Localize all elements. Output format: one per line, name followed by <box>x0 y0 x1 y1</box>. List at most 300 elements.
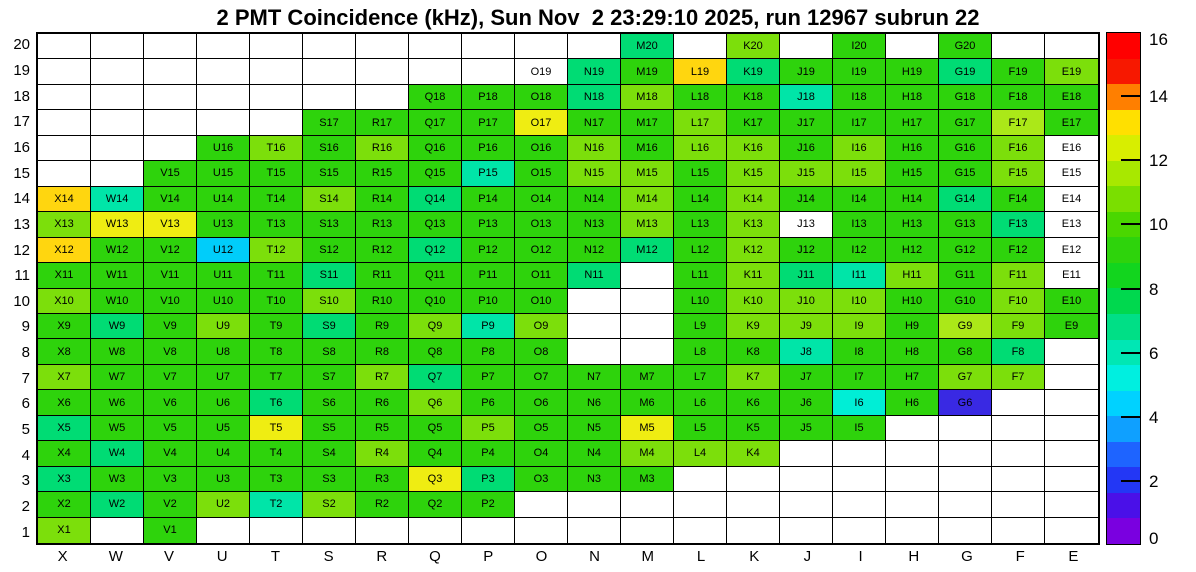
heatmap-cell-empty <box>780 492 833 517</box>
heatmap-cell-empty <box>886 518 939 543</box>
heatmap-cell-X1: X1 <box>38 518 91 543</box>
heatmap-cell-E11: E11 <box>1045 263 1098 288</box>
heatmap-cell-X9: X9 <box>38 314 91 339</box>
heatmap-cell-G11: G11 <box>939 263 992 288</box>
x-axis-label: J <box>803 548 812 565</box>
x-axis-label: U <box>216 548 228 565</box>
heatmap-cell-I15: I15 <box>833 161 886 186</box>
heatmap-cell-J15: J15 <box>780 161 833 186</box>
heatmap-cell-K6: K6 <box>727 390 780 415</box>
colorbar-band <box>1107 442 1140 468</box>
heatmap-cell-F12: F12 <box>992 238 1045 263</box>
heatmap-cell-T16: T16 <box>250 136 303 161</box>
heatmap-cell-H19: H19 <box>886 59 939 84</box>
heatmap-cell-empty <box>144 59 197 84</box>
heatmap-cell-empty <box>568 339 621 364</box>
heatmap-cell-W4: W4 <box>91 441 144 466</box>
heatmap-cell-G14: G14 <box>939 187 992 212</box>
heatmap-cell-R13: R13 <box>356 212 409 237</box>
heatmap-cell-empty <box>91 518 144 543</box>
heatmap-cell-empty <box>250 59 303 84</box>
heatmap-cell-O7: O7 <box>515 365 568 390</box>
heatmap-cell-W2: W2 <box>91 492 144 517</box>
heatmap-cell-L4: L4 <box>674 441 727 466</box>
heatmap-cell-Q18: Q18 <box>409 85 462 110</box>
heatmap-cell-M18: M18 <box>621 85 674 110</box>
heatmap-cell-V14: V14 <box>144 187 197 212</box>
heatmap-cell-P11: P11 <box>462 263 515 288</box>
heatmap-cell-N7: N7 <box>568 365 621 390</box>
colorbar-tick-label: 6 <box>1149 343 1159 363</box>
colorbar-band <box>1107 288 1140 314</box>
heatmap-cell-Q10: Q10 <box>409 289 462 314</box>
heatmap-cell-O17: O17 <box>515 110 568 135</box>
heatmap-cell-empty <box>1045 416 1098 441</box>
heatmap-cell-T15: T15 <box>250 161 303 186</box>
heatmap-cell-E12: E12 <box>1045 238 1098 263</box>
heatmap-cell-T10: T10 <box>250 289 303 314</box>
heatmap-cell-empty <box>727 467 780 492</box>
heatmap-cell-empty <box>409 59 462 84</box>
heatmap-cell-empty <box>197 85 250 110</box>
heatmap-cell-empty <box>621 492 674 517</box>
y-axis-label: 4 <box>21 446 30 464</box>
heatmap-cell-U3: U3 <box>197 467 250 492</box>
colorbar-tick-label: 4 <box>1149 407 1159 427</box>
heatmap-cell-empty <box>621 289 674 314</box>
heatmap-cell-V15: V15 <box>144 161 197 186</box>
heatmap-cell-L16: L16 <box>674 136 727 161</box>
heatmap-cell-P18: P18 <box>462 85 515 110</box>
heatmap-cell-L17: L17 <box>674 110 727 135</box>
heatmap-cell-empty <box>250 110 303 135</box>
heatmap-cell-empty <box>674 467 727 492</box>
heatmap-cell-I10: I10 <box>833 289 886 314</box>
heatmap-cell-R11: R11 <box>356 263 409 288</box>
heatmap-cell-V3: V3 <box>144 467 197 492</box>
colorbar-tick <box>1121 223 1141 225</box>
heatmap-cell-U11: U11 <box>197 263 250 288</box>
heatmap-cell-U12: U12 <box>197 238 250 263</box>
heatmap-cell-M6: M6 <box>621 390 674 415</box>
heatmap-cell-S10: S10 <box>303 289 356 314</box>
heatmap-cell-X13: X13 <box>38 212 91 237</box>
colorbar-band <box>1107 416 1140 442</box>
heatmap-cell-O3: O3 <box>515 467 568 492</box>
heatmap-cell-K12: K12 <box>727 238 780 263</box>
heatmap-cell-L9: L9 <box>674 314 727 339</box>
heatmap-cell-empty <box>409 518 462 543</box>
x-axis-label: T <box>270 548 280 565</box>
y-axis-label: 7 <box>21 369 30 387</box>
heatmap-cell-empty <box>409 34 462 59</box>
heatmap-cell-O19: O19 <box>515 59 568 84</box>
heatmap-cell-K4: K4 <box>727 441 780 466</box>
heatmap-cell-J18: J18 <box>780 85 833 110</box>
heatmap-cell-empty <box>1045 365 1098 390</box>
heatmap-cell-W5: W5 <box>91 416 144 441</box>
heatmap-cell-V10: V10 <box>144 289 197 314</box>
heatmap-cell-empty <box>91 161 144 186</box>
heatmap-cell-empty <box>91 85 144 110</box>
heatmap-cell-empty <box>992 518 1045 543</box>
heatmap-cell-empty <box>356 59 409 84</box>
heatmap-cell-M20: M20 <box>621 34 674 59</box>
heatmap-cell-empty <box>38 34 91 59</box>
x-axis-label: X <box>57 548 68 565</box>
heatmap-cell-W12: W12 <box>91 238 144 263</box>
heatmap-cell-K14: K14 <box>727 187 780 212</box>
heatmap-cell-R16: R16 <box>356 136 409 161</box>
y-axis-label: 18 <box>13 87 30 105</box>
heatmap-cell-I11: I11 <box>833 263 886 288</box>
heatmap-cell-K19: K19 <box>727 59 780 84</box>
heatmap-cell-E13: E13 <box>1045 212 1098 237</box>
heatmap-cell-empty <box>1045 518 1098 543</box>
heatmap-cell-U6: U6 <box>197 390 250 415</box>
heatmap-cell-W6: W6 <box>91 390 144 415</box>
heatmap-cell-empty <box>886 492 939 517</box>
heatmap-cell-N19: N19 <box>568 59 621 84</box>
heatmap-cell-G19: G19 <box>939 59 992 84</box>
heatmap-cell-U16: U16 <box>197 136 250 161</box>
heatmap-cell-empty <box>144 85 197 110</box>
heatmap-cell-X11: X11 <box>38 263 91 288</box>
heatmap-cell-K18: K18 <box>727 85 780 110</box>
heatmap-cell-S5: S5 <box>303 416 356 441</box>
heatmap-cell-Q12: Q12 <box>409 238 462 263</box>
heatmap-cell-T6: T6 <box>250 390 303 415</box>
heatmap-cell-empty <box>674 34 727 59</box>
heatmap-cell-O10: O10 <box>515 289 568 314</box>
heatmap-cell-X5: X5 <box>38 416 91 441</box>
heatmap-cell-M14: M14 <box>621 187 674 212</box>
x-axis-label: I <box>858 548 863 565</box>
heatmap-cell-empty <box>303 34 356 59</box>
heatmap-cell-X10: X10 <box>38 289 91 314</box>
heatmap-cell-W7: W7 <box>91 365 144 390</box>
heatmap-cell-O4: O4 <box>515 441 568 466</box>
heatmap-cell-empty <box>144 110 197 135</box>
heatmap-cell-U13: U13 <box>197 212 250 237</box>
heatmap-cell-W3: W3 <box>91 467 144 492</box>
heatmap-cell-empty <box>674 492 727 517</box>
heatmap-cell-S14: S14 <box>303 187 356 212</box>
heatmap-cell-empty <box>303 518 356 543</box>
heatmap-cell-V11: V11 <box>144 263 197 288</box>
heatmap-cell-empty <box>568 34 621 59</box>
heatmap-cell-H10: H10 <box>886 289 939 314</box>
heatmap-cell-J8: J8 <box>780 339 833 364</box>
heatmap-cell-P8: P8 <box>462 339 515 364</box>
heatmap-cell-H17: H17 <box>886 110 939 135</box>
heatmap-cell-P4: P4 <box>462 441 515 466</box>
colorbar-band <box>1107 263 1140 289</box>
y-axis-label: 6 <box>21 395 30 413</box>
heatmap-cell-empty <box>462 34 515 59</box>
heatmap-cell-O11: O11 <box>515 263 568 288</box>
heatmap-cell-U15: U15 <box>197 161 250 186</box>
y-axis-label: 8 <box>21 344 30 362</box>
heatmap-cell-Q7: Q7 <box>409 365 462 390</box>
heatmap-cell-R14: R14 <box>356 187 409 212</box>
colorbar-tick-label: 12 <box>1149 151 1168 171</box>
heatmap-cell-empty <box>91 136 144 161</box>
heatmap-cell-S9: S9 <box>303 314 356 339</box>
heatmap-cell-empty <box>144 34 197 59</box>
heatmap-cell-P7: P7 <box>462 365 515 390</box>
heatmap-cell-R3: R3 <box>356 467 409 492</box>
heatmap-cell-R12: R12 <box>356 238 409 263</box>
heatmap-cell-H13: H13 <box>886 212 939 237</box>
heatmap-cell-J17: J17 <box>780 110 833 135</box>
heatmap-cell-T5: T5 <box>250 416 303 441</box>
y-axis-label: 19 <box>13 61 30 79</box>
heatmap-cell-I5: I5 <box>833 416 886 441</box>
heatmap-cell-J11: J11 <box>780 263 833 288</box>
heatmap-cell-W8: W8 <box>91 339 144 364</box>
heatmap-cell-empty <box>939 467 992 492</box>
heatmap-cell-N4: N4 <box>568 441 621 466</box>
heatmap-cell-X8: X8 <box>38 339 91 364</box>
colorbar-tick <box>1121 352 1141 354</box>
y-axis-label: 13 <box>13 215 30 233</box>
heatmap-cell-S6: S6 <box>303 390 356 415</box>
colorbar-tick <box>1121 95 1141 97</box>
y-axis-label: 9 <box>21 318 30 336</box>
heatmap-cell-W13: W13 <box>91 212 144 237</box>
heatmap-cell-M17: M17 <box>621 110 674 135</box>
heatmap-cell-S13: S13 <box>303 212 356 237</box>
heatmap-cell-S4: S4 <box>303 441 356 466</box>
heatmap-cell-empty <box>886 416 939 441</box>
heatmap-cell-W11: W11 <box>91 263 144 288</box>
heatmap-cell-R15: R15 <box>356 161 409 186</box>
heatmap-cell-empty <box>568 314 621 339</box>
colorbar-band <box>1107 365 1140 391</box>
heatmap-cell-Q3: Q3 <box>409 467 462 492</box>
heatmap-cell-H16: H16 <box>886 136 939 161</box>
heatmap-cell-empty <box>356 85 409 110</box>
heatmap-cell-M16: M16 <box>621 136 674 161</box>
heatmap-cell-G7: G7 <box>939 365 992 390</box>
heatmap-cell-empty <box>38 161 91 186</box>
heatmap-cell-empty <box>1045 492 1098 517</box>
heatmap-cell-H11: H11 <box>886 263 939 288</box>
heatmap-cell-X2: X2 <box>38 492 91 517</box>
heatmap-cell-F9: F9 <box>992 314 1045 339</box>
heatmap-cell-E9: E9 <box>1045 314 1098 339</box>
heatmap-cell-empty <box>780 518 833 543</box>
heatmap-cell-empty <box>886 34 939 59</box>
x-axis-label: P <box>483 548 494 565</box>
x-axis-label: K <box>749 548 760 565</box>
heatmap-cell-empty <box>780 441 833 466</box>
heatmap-cell-R10: R10 <box>356 289 409 314</box>
heatmap-cell-F16: F16 <box>992 136 1045 161</box>
heatmap-cell-N15: N15 <box>568 161 621 186</box>
heatmap-cell-L14: L14 <box>674 187 727 212</box>
heatmap-cell-T14: T14 <box>250 187 303 212</box>
heatmap-cell-K16: K16 <box>727 136 780 161</box>
heatmap-cell-H6: H6 <box>886 390 939 415</box>
heatmap-cell-Q11: Q11 <box>409 263 462 288</box>
colorbar-tick-label: 14 <box>1149 87 1168 107</box>
heatmap-cell-U5: U5 <box>197 416 250 441</box>
heatmap-cell-empty <box>674 518 727 543</box>
heatmap-cell-O18: O18 <box>515 85 568 110</box>
heatmap-cell-P13: P13 <box>462 212 515 237</box>
heatmap-cell-R5: R5 <box>356 416 409 441</box>
heatmap-cell-I16: I16 <box>833 136 886 161</box>
y-axis-label: 14 <box>13 190 30 208</box>
heatmap-cell-R8: R8 <box>356 339 409 364</box>
heatmap-cell-Q9: Q9 <box>409 314 462 339</box>
heatmap-cell-S12: S12 <box>303 238 356 263</box>
x-axis-label: H <box>908 548 920 565</box>
heatmap-cell-G17: G17 <box>939 110 992 135</box>
heatmap-cell-E14: E14 <box>1045 187 1098 212</box>
heatmap-cell-N3: N3 <box>568 467 621 492</box>
heatmap-cell-I19: I19 <box>833 59 886 84</box>
colorbar-tick-label: 2 <box>1149 471 1159 491</box>
heatmap-cell-empty <box>992 441 1045 466</box>
x-axis-label: E <box>1068 548 1079 565</box>
heatmap-cell-F14: F14 <box>992 187 1045 212</box>
colorbar-tick-label: 10 <box>1149 215 1168 235</box>
heatmap-cell-K9: K9 <box>727 314 780 339</box>
heatmap-cell-empty <box>621 314 674 339</box>
heatmap-cell-I8: I8 <box>833 339 886 364</box>
heatmap-cell-E17: E17 <box>1045 110 1098 135</box>
heatmap-cell-N18: N18 <box>568 85 621 110</box>
heatmap-cell-G16: G16 <box>939 136 992 161</box>
y-axis <box>0 32 30 545</box>
x-axis-label: G <box>961 548 973 565</box>
heatmap-cell-empty <box>727 492 780 517</box>
heatmap-cell-L10: L10 <box>674 289 727 314</box>
y-axis-label: 17 <box>13 113 30 131</box>
colorbar-tick-label: 8 <box>1149 279 1159 299</box>
heatmap-cell-G10: G10 <box>939 289 992 314</box>
heatmap-cell-O12: O12 <box>515 238 568 263</box>
heatmap-cell-N17: N17 <box>568 110 621 135</box>
heatmap-cell-I14: I14 <box>833 187 886 212</box>
colorbar-tick <box>1121 416 1141 418</box>
heatmap-cell-empty <box>356 34 409 59</box>
chart-title: 2 PMT Coincidence (kHz), Sun Nov 2 23:29:10 2025, run 12967 subrun 22 <box>216 5 980 30</box>
heatmap-cell-F7: F7 <box>992 365 1045 390</box>
heatmap-cell-empty <box>939 441 992 466</box>
heatmap-cell-N14: N14 <box>568 187 621 212</box>
heatmap-cell-K11: K11 <box>727 263 780 288</box>
heatmap-cell-R7: R7 <box>356 365 409 390</box>
heatmap-cell-empty <box>833 518 886 543</box>
heatmap-cell-T13: T13 <box>250 212 303 237</box>
heatmap-cell-S3: S3 <box>303 467 356 492</box>
heatmap-cell-J5: J5 <box>780 416 833 441</box>
heatmap-cell-I20: I20 <box>833 34 886 59</box>
heatmap-cell-Q4: Q4 <box>409 441 462 466</box>
y-axis-label: 1 <box>21 523 30 541</box>
heatmap-cell-empty <box>621 263 674 288</box>
heatmap-cell-H9: H9 <box>886 314 939 339</box>
x-axis-label: S <box>323 548 334 565</box>
x-axis-label: N <box>589 548 601 565</box>
heatmap-cell-empty <box>992 390 1045 415</box>
heatmap-cell-Q17: Q17 <box>409 110 462 135</box>
heatmap-cell-V13: V13 <box>144 212 197 237</box>
heatmap-cell-N5: N5 <box>568 416 621 441</box>
heatmap-cell-L7: L7 <box>674 365 727 390</box>
heatmap-cell-empty <box>250 34 303 59</box>
heatmap-cell-E15: E15 <box>1045 161 1098 186</box>
heatmap-cell-G9: G9 <box>939 314 992 339</box>
heatmap-cell-H18: H18 <box>886 85 939 110</box>
heatmap-cell-E18: E18 <box>1045 85 1098 110</box>
heatmap-cell-X14: X14 <box>38 187 91 212</box>
y-axis-label: 2 <box>21 498 30 516</box>
heatmap-cell-E16: E16 <box>1045 136 1098 161</box>
heatmap-cell-empty <box>939 416 992 441</box>
heatmap-cell-P16: P16 <box>462 136 515 161</box>
y-axis-label: 5 <box>21 421 30 439</box>
heatmap-cell-empty <box>197 34 250 59</box>
heatmap-cell-empty <box>1045 390 1098 415</box>
heatmap-cell-S8: S8 <box>303 339 356 364</box>
heatmap-cell-empty <box>197 110 250 135</box>
heatmap-cell-empty <box>621 518 674 543</box>
heatmap-cell-empty <box>939 492 992 517</box>
x-axis-label: Q <box>429 548 441 565</box>
heatmap-cell-empty <box>38 85 91 110</box>
heatmap-cell-empty <box>515 492 568 517</box>
heatmap-cell-empty <box>462 59 515 84</box>
heatmap-cell-J12: J12 <box>780 238 833 263</box>
heatmap-cell-X4: X4 <box>38 441 91 466</box>
x-axis-label: V <box>163 548 174 565</box>
heatmap-cell-U9: U9 <box>197 314 250 339</box>
heatmap-cell-empty <box>833 467 886 492</box>
heatmap-cell-P6: P6 <box>462 390 515 415</box>
heatmap-cell-empty <box>303 59 356 84</box>
heatmap-cell-Q15: Q15 <box>409 161 462 186</box>
heatmap-cell-H14: H14 <box>886 187 939 212</box>
heatmap-cell-empty <box>38 59 91 84</box>
heatmap-cell-empty <box>992 416 1045 441</box>
heatmap-cell-empty <box>1045 467 1098 492</box>
heatmap-cell-V8: V8 <box>144 339 197 364</box>
heatmap-cell-empty <box>91 110 144 135</box>
heatmap-cell-empty <box>568 518 621 543</box>
heatmap-cell-W14: W14 <box>91 187 144 212</box>
colorbar-band <box>1107 314 1140 340</box>
heatmap-cell-J7: J7 <box>780 365 833 390</box>
heatmap-cell-T9: T9 <box>250 314 303 339</box>
heatmap-cell-S16: S16 <box>303 136 356 161</box>
heatmap-cell-T7: T7 <box>250 365 303 390</box>
heatmap-cell-Q13: Q13 <box>409 212 462 237</box>
x-axis-label: F <box>1015 548 1025 565</box>
heatmap-cell-V1: V1 <box>144 518 197 543</box>
heatmap-cell-empty <box>250 85 303 110</box>
heatmap-cell-X3: X3 <box>38 467 91 492</box>
heatmap-cell-T8: T8 <box>250 339 303 364</box>
colorbar-tick <box>1121 480 1141 482</box>
heatmap-cell-L15: L15 <box>674 161 727 186</box>
heatmap-cell-F10: F10 <box>992 289 1045 314</box>
heatmap-cell-L12: L12 <box>674 238 727 263</box>
